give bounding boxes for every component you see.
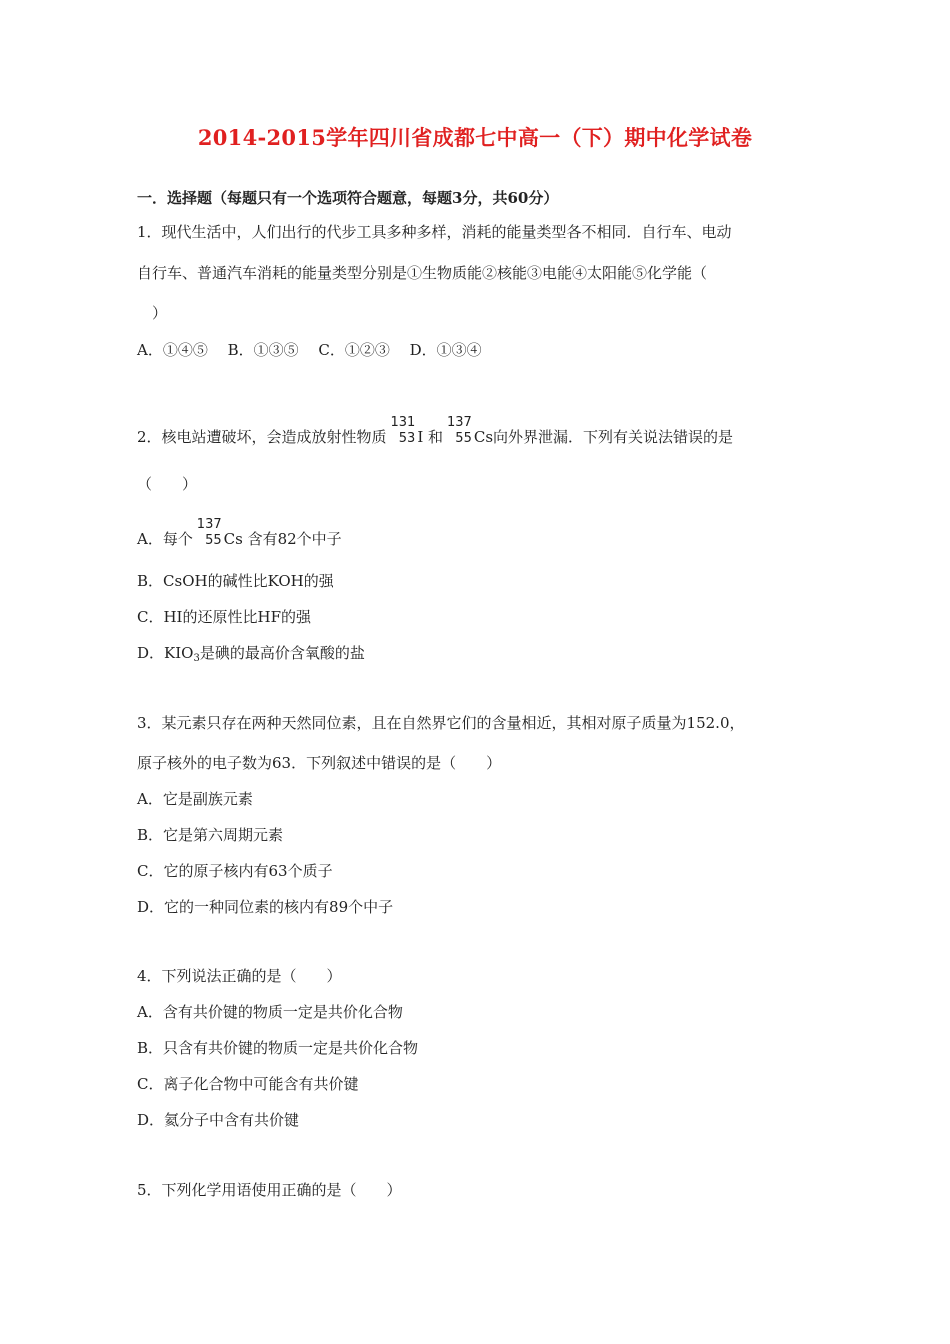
q2-option-c: C．HI的还原性比HF的强 [137, 608, 311, 626]
q4-option-b: B．只含有共价键的物质一定是共价化合物 [137, 1039, 419, 1057]
subscript: 3 [193, 653, 200, 664]
q3-line2: 原子核外的电子数为63．下列叙述中错误的是（ ） [137, 754, 502, 772]
q2-d-post: 是碘的最高价含氧酸的盐 [199, 644, 365, 662]
q2-stem [137, 415, 734, 451]
q3-option-d: D．它的一种同位素的核内有89个中子 [137, 898, 394, 916]
nuclide-symbol: Cs [473, 428, 494, 446]
nuclide-mass: 131 [390, 415, 416, 430]
q3-option-a: A．它是副族元素 [137, 790, 253, 808]
page-title: 2014-2015学年四川省成都七中高一（下）期中化学试卷 [197, 125, 753, 150]
q5-line1: 5．下列化学用语使用正确的是（ ） [137, 1181, 402, 1199]
q2-a-post: 含有82个中子 [247, 530, 342, 548]
nuclide-i131 [390, 415, 416, 451]
q1-line3: ） [137, 304, 168, 322]
nuclide-atomic: 55 [205, 533, 222, 548]
q1-line1: 1．现代生活中，人们出行的代步工具多种多样，消耗的能量类型各不相同．自行车、电动 [137, 223, 732, 241]
section-heading: 一．选择题（每题只有一个选项符合题意，每题3分，共60分） [137, 189, 559, 207]
q2-d-pre: D．KIO [137, 644, 194, 662]
q2-paren: （ ） [137, 475, 198, 493]
nuclide-symbol: Cs [223, 530, 243, 548]
nuclide-mass: 137 [447, 415, 472, 430]
q3-option-b: B．它是第六周期元素 [137, 826, 284, 844]
q2-option-a [137, 517, 342, 553]
nuclide-cs137 [447, 415, 472, 451]
q3-option-c: C．它的原子核内有63个质子 [137, 862, 333, 880]
q2-stem-mid: 和 [428, 428, 444, 446]
q2-a-pre: A．每个 [137, 530, 193, 548]
q4-option-a: A．含有共价键的物质一定是共价化合物 [137, 1003, 403, 1021]
q1-line2: 自行车、普通汽车消耗的能量类型分别是①生物质能②核能③电能④太阳能⑤化学能（ [137, 264, 708, 282]
nuclide-atomic: 55 [455, 431, 472, 446]
nuclide-atomic: 53 [398, 431, 416, 446]
nuclide-cs137 [196, 517, 222, 553]
q1-options: A．①④⑤ B．①③⑤ C．①②③ D．①③④ [137, 341, 482, 359]
q2-option-b: B．CsOH的碱性比KOH的强 [137, 572, 334, 590]
q4-option-c: C．离子化合物中可能含有共价键 [137, 1075, 359, 1093]
q4-line1: 4．下列说法正确的是（ ） [137, 967, 342, 985]
nuclide-mass: 137 [196, 517, 222, 532]
q2-option-d [137, 643, 365, 669]
nuclide-symbol: I [417, 428, 424, 446]
q4-option-d: D．氦分子中含有共价键 [137, 1111, 300, 1129]
q2-stem-post: 向外界泄漏．下列有关说法错误的是 [493, 428, 734, 446]
q3-line1: 3．某元素只存在两种天然同位素，且在自然界它们的含量相近，其相对原子质量为152.0， [137, 714, 745, 732]
q2-stem-pre: 2．核电站遭破坏，会造成放射性物质 [137, 428, 387, 446]
